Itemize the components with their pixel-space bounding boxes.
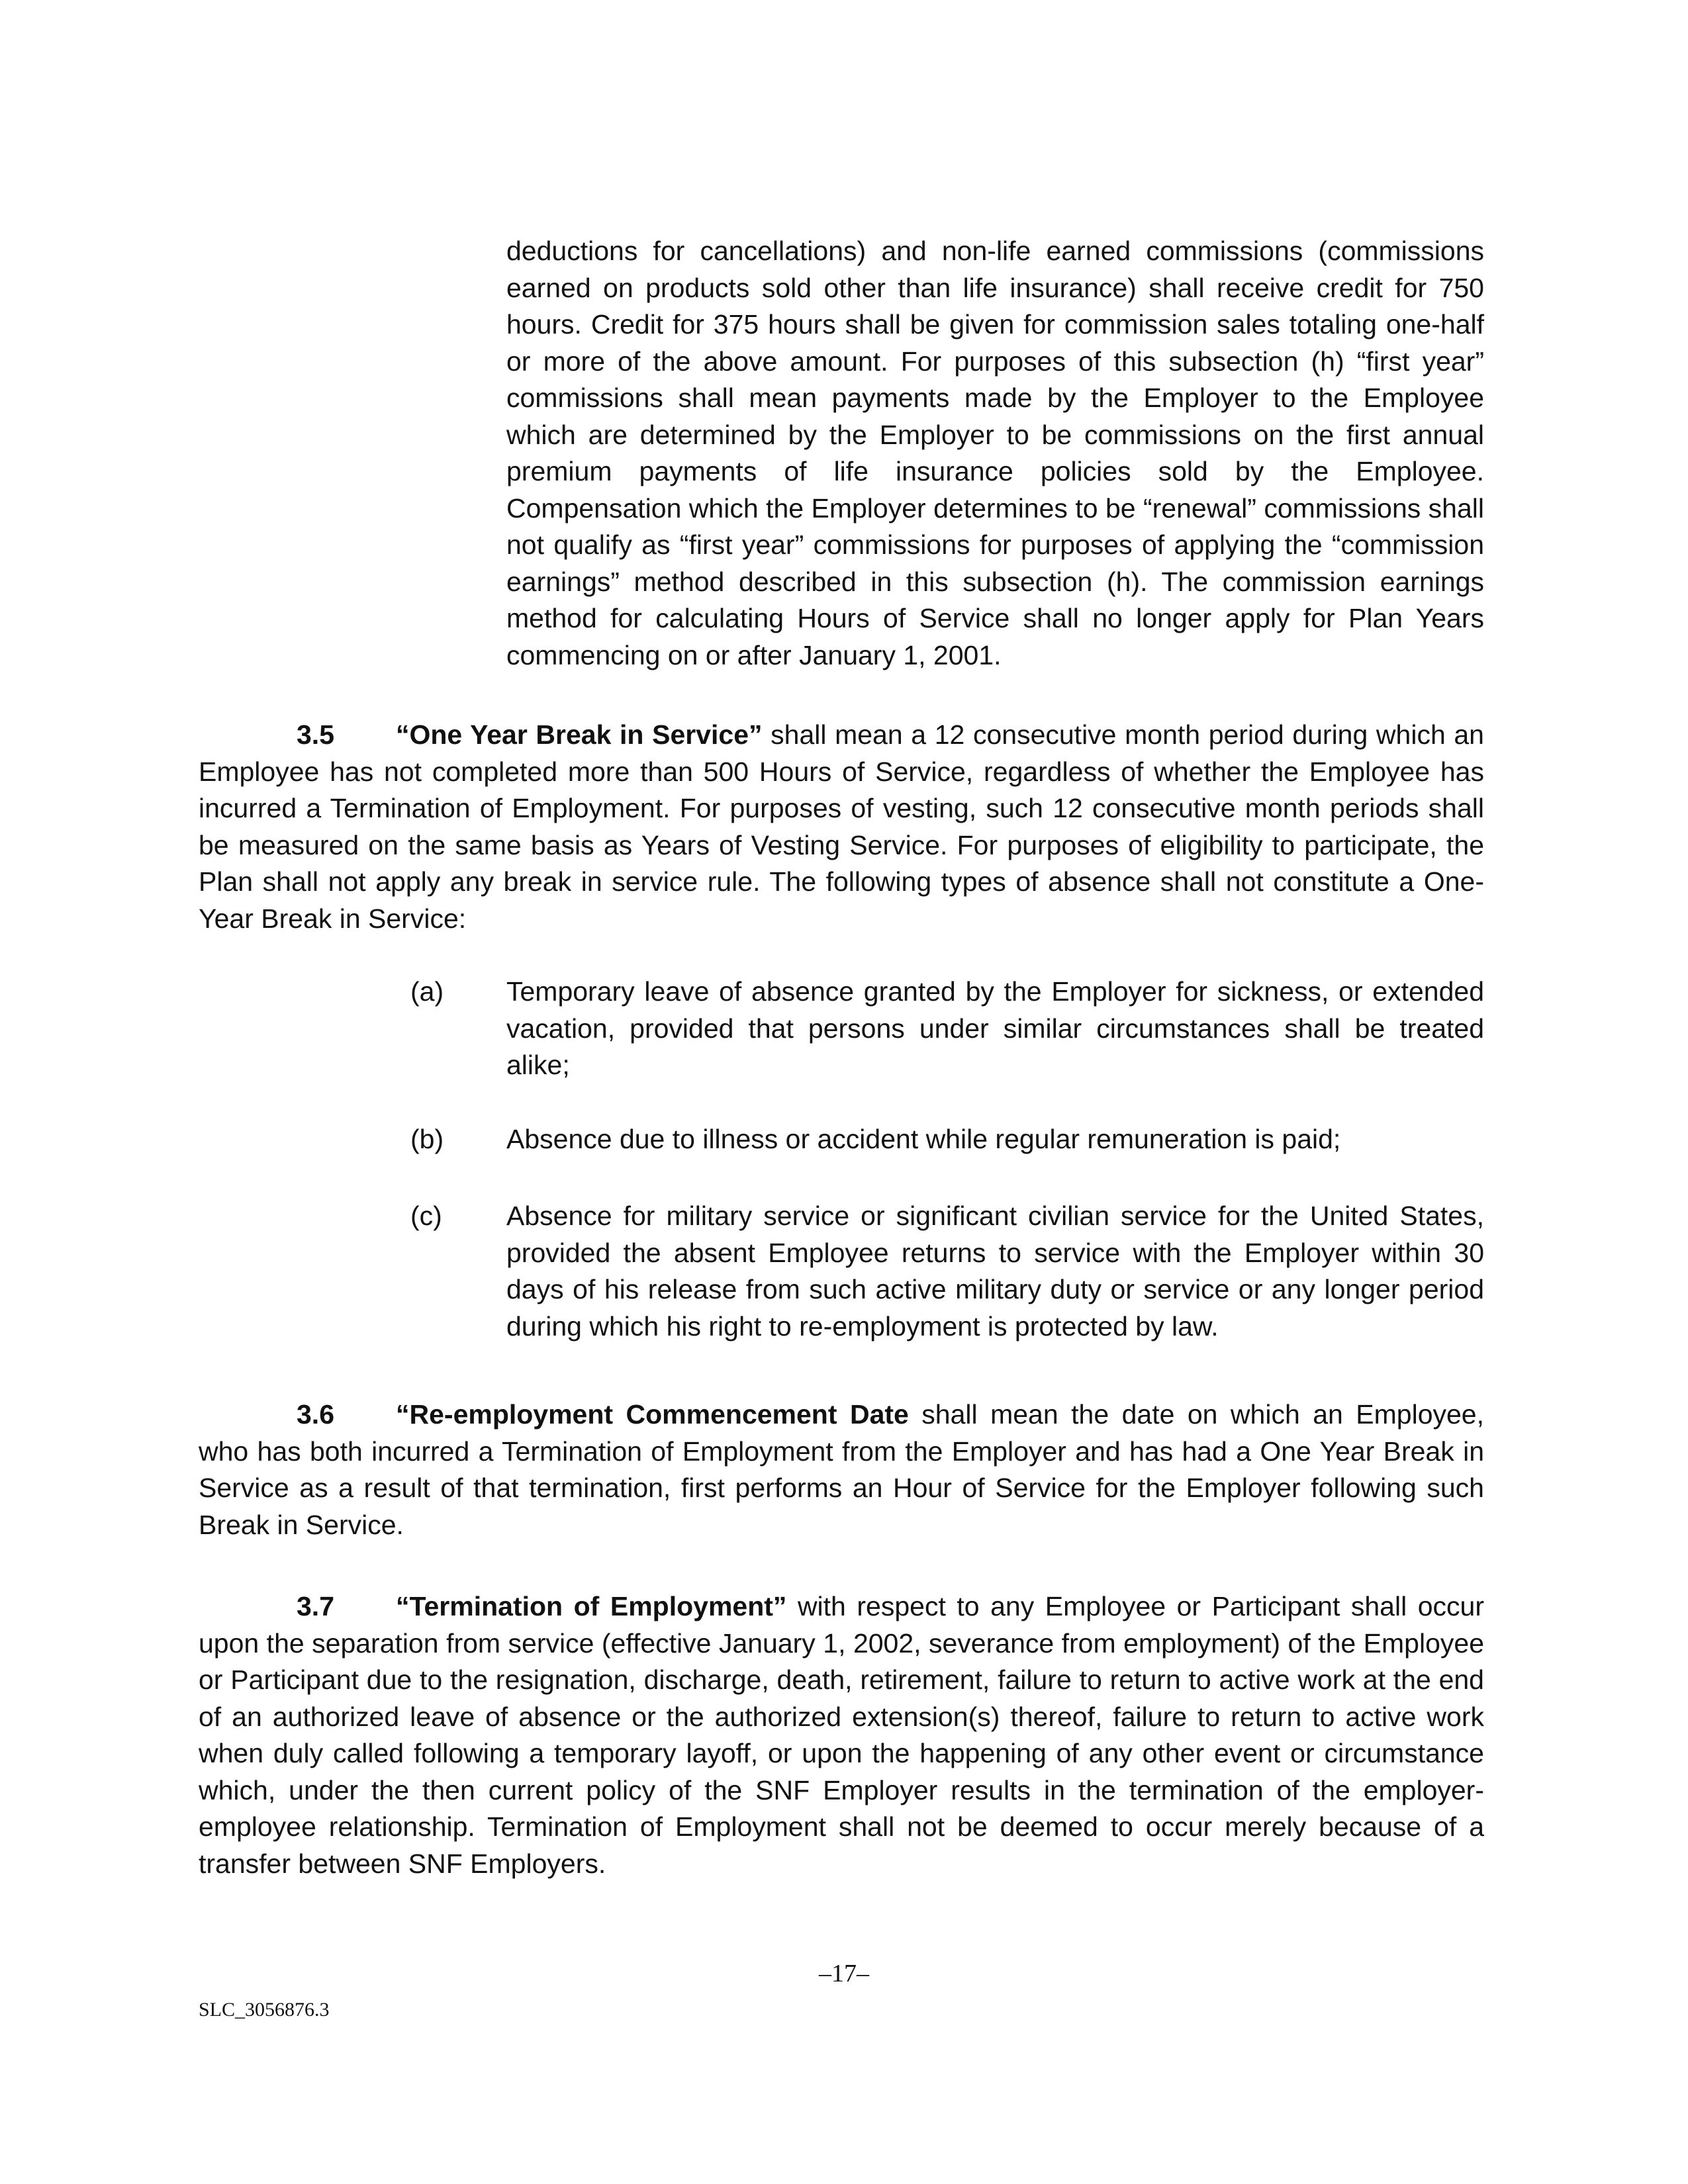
section-3-6 xyxy=(199,1396,1484,1543)
section-number: 3.6 xyxy=(297,1399,334,1430)
section-number: 3.7 xyxy=(297,1591,334,1621)
list-item-a xyxy=(410,974,1484,1084)
section-number: 3.5 xyxy=(297,719,334,750)
continuation-paragraph: deductions for cancellations) and non-life earned commissions (commissions earned on products sold other than life insurance) shall receive credit for 750 hours. Credit for 375 hours shall be given for commission sales totaling one-half or more of the above amount. For purposes of this subsection (h) “first year” commissions shall mean payments made by the Employer to the Employee which are determined by the Employer to be commissions on the first annual premium payments of life insurance policies sold by the Employee. Compensation which the Employer determines to be “renewal” commissions shall not qualify as “first year” commissions for purposes of applying the “commission earnings” method described in this subsection (h). The commission earnings method for calculating Hours of Service shall no longer apply for Plan Years commencing on or after January 1, 2001. xyxy=(506,236,1484,670)
list-item-c xyxy=(410,1198,1484,1345)
list-item-text: Absence for military service or significant civilian service for the United States, provided the absent Employee returns to service with the Employer within 30 days of his release from such active military duty or service or any longer period during which his right to re-employment is protected by law. xyxy=(506,1201,1484,1342)
list-item-text: Absence due to illness or accident while regular remuneration is paid; xyxy=(506,1124,1341,1154)
section-body: with respect to any Employee or Participant shall occur upon the separation from service (effective January 1, 2002, severance from employment) of the Employee or Participant due to the resignation, discharge, death, retirement, failure to return to active work at the end of an authorized leave of absence or the authorized extension(s) thereof, failure to return to active work when duly called following a temporary layoff, or upon the happening of any other event or circumstance which, under the then current policy of the SNF Employer results in the termination of the employer-employee relationship. Termination of Employment shall not be deemed to occur merely because of a transfer between SNF Employers. xyxy=(199,1591,1484,1879)
section-title: “Re-employment Commencement Date xyxy=(396,1399,909,1430)
list-item-b xyxy=(410,1121,1484,1158)
section-title: “One Year Break in Service” xyxy=(396,719,763,750)
section-3-5 xyxy=(199,717,1484,937)
section-3-7 xyxy=(199,1588,1484,1882)
section-title: “Termination of Employment” xyxy=(396,1591,787,1621)
list-item-label: (a) xyxy=(410,976,444,1007)
list-item-text: Temporary leave of absence granted by the Employer for sickness, or extended vacation, provided that persons under similar circumstances shall be treated alike; xyxy=(506,976,1484,1080)
page-number: –17– xyxy=(819,1960,869,1987)
document-id: SLC_3056876.3 xyxy=(199,1999,330,2021)
section-body: shall mean a 12 consecutive month period during which an Employee has not completed more than 500 Hours of Service, regardless of whether the Employee has incurred a Termination of Employment. For purposes of vesting, such 12 consecutive month periods shall be measured on the same basis as Years of Vesting Service. For purposes of eligibility to participate, the Plan shall not apply any break in service rule. The following types of absence shall not constitute a One-Year Break in Service: xyxy=(199,719,1484,934)
list-item-label: (b) xyxy=(410,1124,444,1154)
section-body: shall mean the date on which an Employee, who has both incurred a Termination of Employment from the Employer and has had a One Year Break in Service as a result of that termination, first performs an Hour of Service for the Employer following such Break in Service. xyxy=(199,1399,1485,1540)
list-item-label: (c) xyxy=(410,1201,442,1231)
